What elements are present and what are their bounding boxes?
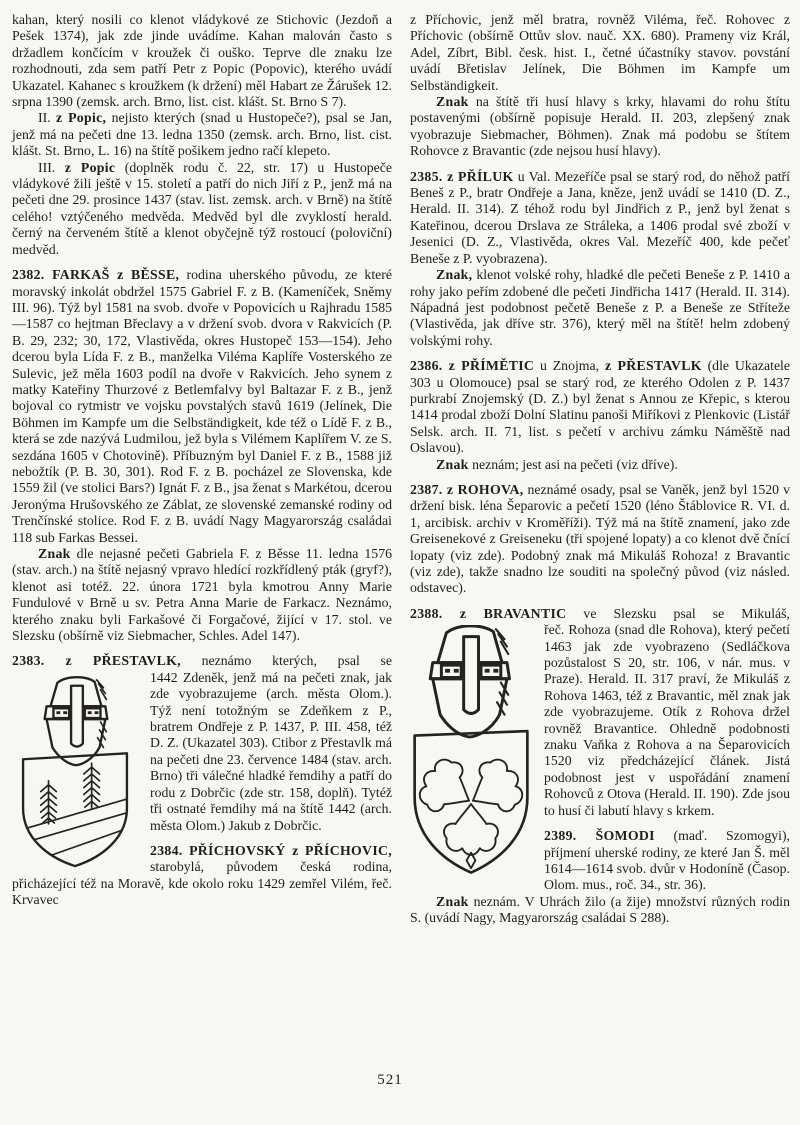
paragraph-text: kahan, který nosili co klenot vládykové ze Stichovic (Jezdoň a Pešek 1374), jak zde jinde uvádíme. Kahan malován často s držadlem končícím v kroužek či ouško. Teprve dle znaku lze rozhodnouti, zda sem patří Petr z Popic (Popovic), kterého uvádí Ukazatel. Kahanec s kroužkem (k držení) měl Habart ze Žárušek 12. srpna 1390 (zemsk. arch. Brno, list. cist. klášt. St. Brno S 7). [12, 12, 392, 110]
entry-headword: 2386. z PŘÍMĚTIC [410, 358, 535, 374]
left-column [12, 12, 392, 927]
entry-2387-rohova [410, 482, 790, 597]
entry-headword: 2385. z PŘÍLUK [410, 168, 514, 184]
entry-2383-headline [12, 653, 392, 669]
entry-headword: z PŘESTAVLK [604, 358, 702, 374]
paragraph-numeral: II. [38, 110, 56, 126]
right-column [410, 12, 790, 927]
paragraph-text: dle nejasné pečeti Gabriela F. z Běsse 11. ledna 1576 (stav. arch.) na štítě nejasný vpravo hledící rozkřídlený pták (gryf?), klenot asi totéž. 22. února 1721 byla kmotrou Anny Marie Fundulové v Brně u sv. Petra Anna Marie de Farkacz. Neznámo, kterého znaku byli Farkašové či Forgačové, žijící v 17. stol. ve Slezsku (obšírně viz Siebmacher, Schles. Adel 147). [12, 546, 392, 644]
paragraph-text: u Znojma, [534, 358, 605, 374]
paragraph-numeral: III. [38, 159, 65, 175]
paragraph-text: 1442 Zdeněk, jenž má na pečeti znak, jak zde vyobrazujeme (arch. města Olom.). Týž není totožným se Zdeňkem z P., bratrem Ondřeje z P. 1437, P. III. 458, též D. Z. (Ukazatel 303). Ctibor z Přestavlk má na pečeti dne 23. července 1484 (stav. arch. Brno) tři válečné hladké řemdihy a patří do rodu z Dobrčic (zde str. 158, doplň). Tytéž tři ostnaté řemdihy má na štítě 1442 (arch. města Olom.) Jakub z Dobrčic. [150, 669, 392, 833]
paragraph-popic-ii [12, 110, 392, 159]
paragraph-kahan [12, 12, 392, 110]
great-helm-icon [430, 626, 509, 737]
paragraph-znak-2385 [410, 267, 790, 349]
entry-2385-priluk [410, 169, 790, 267]
entry-headword: z Popic [64, 159, 116, 175]
znak-label: Znak [436, 94, 469, 110]
znak-label: Znak, [436, 267, 473, 283]
flail-twig-icon [41, 781, 57, 824]
znak-label: Znak [436, 456, 469, 472]
paragraph-text: ve Slezsku psal se Mikuláš, [566, 605, 790, 621]
paragraph-text: (maď. Szomogyi), příjmení uherské rodiny, ze které Jan Š. měl 1614—1614 svob. dvůr v Hodoníně (Časop. Olom. mus., roč. 34., str. 36). [544, 828, 791, 893]
entry-headword: 2383. z PŘESTAVLK, [12, 653, 181, 669]
paragraph-text: (dle Ukazatele 303 u Olomouce) psal se starý rod, ze kterého Odolen z P. 1437 purkrabí Znojemský (D. Z.) byl ženat s Annou ze Křepic, s kterou 1414 prodal zboží Dolní Slatinu panoši Miříkovi z Plenkovic (Listář Selsk. arch. II. 71, list. s pečetí v archivu zámku Náměště nad Oslavou). [410, 358, 791, 456]
paragraph-znak-2382 [12, 546, 392, 644]
coat-of-arms-prestavlk-figure [12, 673, 138, 869]
paragraph-text: z Příchovic, jenž měl bratra, rovněž Viléma, řeč. Rohovec z Příchovic (obšírně Ottův slov. nauč. XX. 680). Prameny viz Král, Adel, Zíbrt, Bibl. česk. hist. I., četné účastníky stavov. povstání uvádí Břetislav Jelínek, Die Böhmen im Kampfe um Selbständigkeit. [410, 12, 790, 93]
coat-of-arms-bravantic-figure [410, 625, 532, 877]
shield-icon [21, 753, 129, 866]
paragraph-text: rodina uherského původu, ze které moravský inkolát obdržel 1575 Gabriel F. z B. (Kameníček, Sněmy III. 96). Týž byl 1581 na svob. dvoře v Popovicích u Rajhradu 1585—1587 co hejtman Břeclavy a v držení svob. dvora v Rakvicích (P. B. 29, 232; 30, 172, Vlastivěda, okres Hustopeč 153—154). Jeho dcerou byla Lída F. z B., manželka Viléma Kaplíře Vosterského ze Sulevic, jež měla 1603 podíl na dvoře v Rakvicích. Jeho synem z matky Kateřiny Thurzové z Betlemfalvy byl Baltazar F. z B., jenž bojoval co rytmistr ve vojsku povstalých stavů 1619 (Jelínek, Die Böhmen im Kampfe um die Selbständigkeit, kde též o Lídě F. z B., která se zde nazývá Ludmilou, jež byla s Vilémem Kaplířem V. ze S. sezdána 1605 v Chotovině). Příbuzným byl Daniel F. z B., 1588 již nebožtík (P. B. 30, 301). Rod F. z B. pocházel ze Slovenska, kde 1559 žil (ve stolici Bars?) Ignát F. z B., jsa ženat s Markétou, dcerou Jeronýma Hrušovského ze Záblat, ze slovenské zemanské rodiny od Trenčínské stolice. Rod F. z B. uvádí Nagy Magyarország családai 118 sub Farkas Bessei. [12, 267, 392, 545]
entry-headword: 2388. z BRAVANTIC [410, 605, 567, 621]
entry-2383-body [12, 670, 392, 834]
entry-2386-primetic [410, 358, 790, 456]
prestavlk-arms-illustration [12, 673, 138, 869]
paragraph-text: na štítě tři husí hlavy s krky, hlavami do rohu štítu postavenými (obšírně popisuje Herald. II. 203, zlepšený znak vyobrazuje Siebmacher, Böhmen). Znak má podobu se štítem Rohovce z Bravantic (zde nejsou husí hlavy). [410, 94, 790, 159]
paragraph-text: neznám. V Uhrách žilo (a žije) množství různých rodin S. (uvádí Nagy, Magyarország családai S 288). [410, 893, 790, 926]
paragraph-text: řeč. Rohoza (snad dle Rohova), který pečetí 1463 jak zde vyobrazeno (Sedláčkova pozůstalost S 20, str. 106, v nár. mus. v Praze). Herald. II. 317 praví, že Mikuláš z Rohova 1463, též z Bravantic, měl znak jak zde vyobrazujeme. Otík z Rohova držel rovněž Bravantice. Ohledně podobnosti znaku Vaňka z Rohova a na Šeparovicích 1520 viz předcházející článek. Jistá podobnost jest v uspořádání znamení Rohovců z Otova (Herald. II. 190). Zde jsou to husí či labutí hlavy s krkem. [544, 622, 790, 818]
paragraph-text: starobylá, původem česká rodina, přicházející též na Moravě, kde okolo roku 1429 zemřel Vilém, řeč. Krvavec [12, 859, 392, 908]
three-shovels-trefoil-icon [412, 752, 531, 868]
paragraph-znak-2389 [410, 894, 790, 927]
paragraph-znak-2384 [410, 94, 790, 160]
entry-headword: 2382. FARKAŠ z BĚSSE, [12, 267, 180, 283]
paragraph-text: u Val. Mezeříče psal se starý rod, do něhož patří Beneš z P., bratr Ondřeje a Jana, kněze, jenž uvádí se 1410 (D. Z., Herald. II. 314). Z téhož rodu byl Jindřich z P., jenž byl ženat s Kateřinou, dcerou Drslava ze Stráleka, a 1406 prodal své zboží v Jesenici (D. Z., Vlastivěda, okres Val. Mezeříč 400, kde pečeť Beneše z P. vyobrazena). [410, 168, 790, 266]
entry-headword: 2389. ŠOMODI [544, 828, 655, 844]
entry-2388-body [410, 622, 790, 819]
paragraph-text: neznám; jest asi na pečeti (viz dříve). [468, 456, 678, 472]
paragraph-text: nejisto kterých (snad u Hustopeče?), psal se Jan, jenž má na pečeti dne 13. ledna 1350 (zemsk. arch. Brno, list. cist. klášt. St. Brno, L. 16) na štítě pošikem jedno račí klepeto. [12, 110, 392, 159]
flail-twig-icon [84, 763, 100, 808]
paragraph-prichovic-continued [410, 12, 790, 94]
two-column-text [12, 12, 790, 927]
shield-icon [412, 731, 531, 872]
great-helm-icon [45, 677, 108, 765]
paragraph-text: klenot volské rohy, hladké dle pečeti Beneše z P. 1410 a rohy jako peřím zdobené dle pečeti Jindřicha 1417 (Herald. II. 314). Nápadná jest podobnost pečetě Beneše z P. a Beneše ze Stříteže (Vlastivěda, jak dříve str. 376), který měl na štítě! helm zdobený volskými rohy. [410, 267, 790, 348]
page-number: 521 [377, 1072, 403, 1088]
paragraph-popic-iii [12, 160, 392, 258]
entry-2388-headline [410, 606, 790, 622]
entry-2382-farkas [12, 267, 392, 546]
entry-headword: 2384. PŘÍCHOVSKÝ z PŘÍCHOVIC, [150, 842, 392, 858]
entry-headword: z Popic, [56, 110, 107, 126]
bravantic-arms-illustration [410, 625, 532, 877]
bend-lines [21, 798, 129, 863]
znak-label: Znak [38, 546, 71, 561]
paragraph-text: (doplněk rodu č. 22, str. 17) u Hustopeče vládykové žili ještě v 15. století a patří do nich Jiří z P., jenž má na pečeti dne 29. prosince 1437 (stav. list. zemsk. arch. v Brně) na štítě celého! vztýčeného medvěda. Medvěd byl dle zvyklostí herald. černý na červeném štítě a klenot obyčejně týž rostoucí (poloviční) medvěd. [12, 159, 392, 257]
paragraph-znak-2386 [410, 457, 790, 473]
entry-headword: 2387. z ROHOVA, [410, 481, 524, 497]
znak-label: Znak [436, 893, 469, 909]
paragraph-text: neznámé osady, psal se Vaněk, jenž byl 1520 v držení bisk. léna Šeparovic a pečetí 1520 (léno Štáblovice R. VI. d. 1, arcibisk. archiv v Kroměříži). Týž má na štítě znamení, jako zde Greisenekové z Greiseneku (tři spojené lopaty) a co klenot dvě čnící lopaty (viz zde). Podobný znak má Mikuláš Rohoza! z Bravantic (viz zde), takže snadno lze souditi na společný původ (viz násled. odstavec). [410, 481, 790, 596]
paragraph-text: neznámo kterých, psal se [180, 653, 392, 669]
